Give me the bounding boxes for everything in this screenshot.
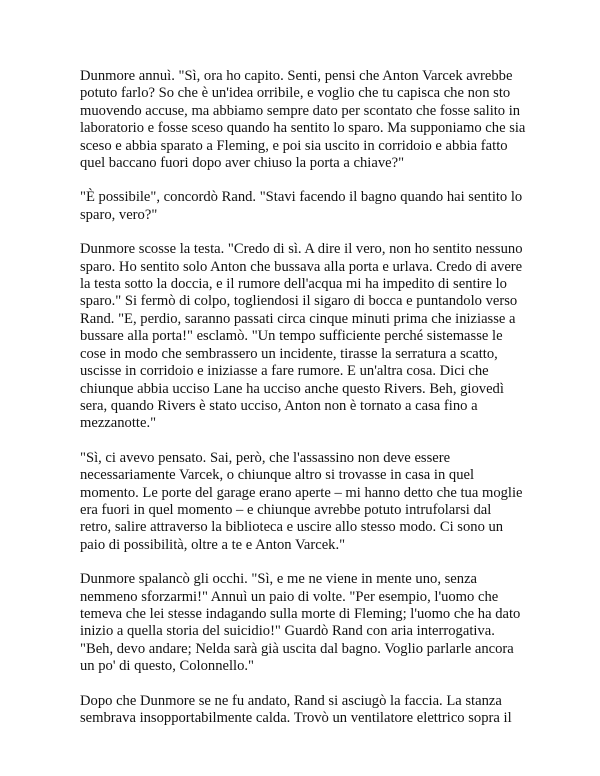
paragraph-3: Dunmore scosse la testa. "Credo di sì. A dire il vero, non ho sentito nessuno sparo. Ho sentito solo Anton che bussava alla porta e urlava. Credo di avere la testa sotto la doccia, e il rumore dell'acqua mi ha impedito di sentire lo sparo." Si fermò di colpo, togliendosi il sigaro di bocca e puntandolo verso Rand. "E, perdio, saranno passati circa cinque minuti prima che iniziasse a bussare alla porta!" esclamò. "Un tempo sufficiente perché sistemasse le cose in modo che sembrassero un incidente, tirasse la serratura a scatto, uscisse in corridoio e iniziasse a fare rumore. E un'altra cosa. Dici che chiunque abbia ucciso Lane ha ucciso anche questo Rivers. Beh, giovedì sera, quando Rivers è stato ucciso, Anton non è tornato a casa fino a mezzanotte." — [80, 241, 523, 432]
paragraph-1: Dunmore annuì. "Sì, ora ho capito. Senti, pensi che Anton Varcek avrebbe potuto farlo? So che è un'idea orribile, e voglio che tu capisca che non sto muovendo accuse, ma abbiamo sempre dato per scontato che fosse salito in laboratorio e fosse sceso quando ha sentito lo sparo. Ma supponiamo che sia sceso e abbia sparato a Fleming, e poi sia uscito in corridoio e abbia fatto quel baccano fuori dopo aver chiuso la porta a chiave?" — [80, 68, 526, 172]
paragraph-6: Dopo che Dunmore se ne fu andato, Rand si asciugò la faccia. La stanza sembrava insopportabilmente calda. Trovò un ventilatore elettrico sopra il — [80, 692, 512, 726]
paragraph-4: "Sì, ci avevo pensato. Sai, però, che l'assassino non deve essere necessariamente Varcek, o chiunque altro si trovasse in casa in quel momento. Le porte del garage erano aperte – mi hanno detto che tua moglie era fuori in quel momento – e chiunque avrebbe potuto intrufolarsi dal retro, salire attraverso la biblioteca e uscire allo stesso modo. Ci sono un paio di possibilità, oltre a te e Anton Varcek." — [80, 449, 523, 553]
document-page — [80, 68, 528, 727]
paragraph-5: Dunmore spalancò gli occhi. "Sì, e me ne viene in mente uno, senza nemmeno sforzarmi!" Annuì un paio di volte. "Per esempio, l'uomo che temeva che lei stesse indagando sulla morte di Fleming; l'uomo che ha dato inizio a quella storia del suicidio!" Guardò Rand con aria interrogativa. "Beh, devo andare; Nelda sarà già uscita dal bagno. Voglio parlarle ancora un po' di questo, Colonnello." — [80, 571, 521, 675]
paragraph-2: "È possibile", concordò Rand. "Stavi facendo il bagno quando hai sentito lo sparo, vero?" — [80, 189, 523, 223]
